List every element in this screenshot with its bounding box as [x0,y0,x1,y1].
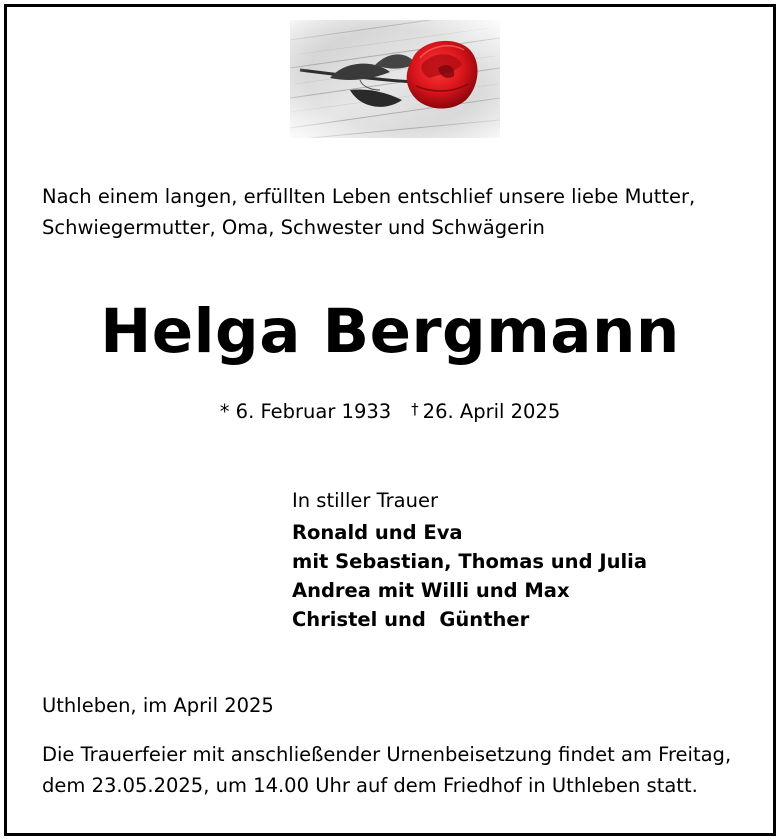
intro-line-1: Nach einem langen, erfüllten Leben entschlief unsere liebe Mutter, [42,185,696,208]
family-line: Ronald und Eva [292,521,463,544]
place-date: Uthleben, im April 2025 [42,694,274,717]
family-line: mit Sebastian, Thomas und Julia [292,550,647,573]
intro-line-2: Schwiegermutter, Oma, Schwester und Schwägerin [42,216,545,239]
rose-image [290,20,500,138]
funeral-line-2: dem 23.05.2025, um 14.00 Uhr auf dem Friedhof in Uthleben statt. [42,774,698,797]
mourning-phrase: In stiller Trauer [292,489,438,512]
funeral-notice [42,739,762,801]
mourners-block [292,486,647,634]
intro-text [42,181,752,243]
deceased-name: Helga Bergmann [100,296,680,367]
death-date: 26. April 2025 [422,400,561,423]
family-line: Christel und Günther [292,608,530,631]
birth-date: * 6. Februar 1933 [219,400,392,423]
life-dates [7,400,773,423]
family-line: Andrea mit Willi und Max [292,579,570,602]
cross-icon: † [411,400,419,418]
obituary-frame [4,4,776,836]
funeral-line-1: Die Trauerfeier mit anschließender Urnenbeisetzung findet am Freitag, [42,743,732,766]
